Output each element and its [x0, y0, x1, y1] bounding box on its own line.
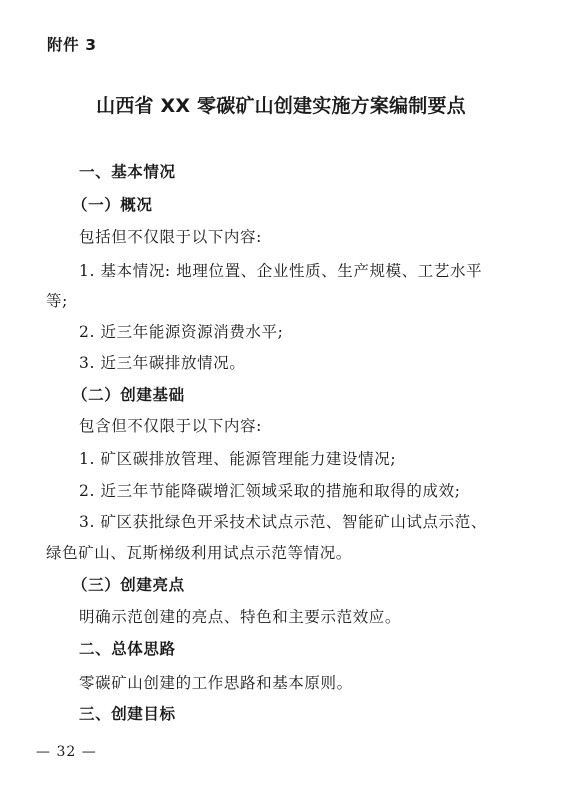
subsection-heading-overview: （一）概况 [72, 195, 153, 214]
subsection-heading-foundation: （二）创建基础 [72, 385, 185, 404]
list-item-3: 3. 近三年碳排放情况。 [79, 354, 246, 372]
paragraph-intro-1: 包括但不仅限于以下内容: [79, 228, 262, 246]
page-number: — 32 — [36, 744, 97, 760]
paragraph-intro-2: 包含但不仅限于以下内容: [79, 417, 262, 435]
list-item-2: 2. 近三年能源资源消费水平; [79, 323, 284, 341]
list-item-3-line1: 3. 矿区获批绿色开采技术试点示范、智能矿山试点示范、 [79, 513, 487, 531]
section-heading-2: 二、总体思路 [79, 640, 176, 658]
list-item-3-line2: 绿色矿山、瓦斯梯级利用试点示范等情况。 [46, 544, 352, 562]
list-item-2: 2. 近三年节能降碳增汇领域采取的措施和取得的成效; [79, 482, 461, 500]
subsection-heading-highlights: （三）创建亮点 [72, 575, 185, 594]
attachment-label: 附件 3 [47, 36, 97, 54]
section-heading-3: 三、创建目标 [79, 705, 176, 723]
paragraph-highlights: 明确示范创建的亮点、特色和主要示范效应。 [79, 608, 402, 626]
section-heading-1: 一、基本情况 [79, 163, 176, 181]
paragraph-approach: 零碳矿山创建的工作思路和基本原则。 [79, 674, 353, 692]
list-item-1: 1. 矿区碳排放管理、能源管理能力建设情况; [79, 450, 397, 468]
list-item-1-line1: 1. 基本情况: 地理位置、企业性质、生产规模、工艺水平 [79, 262, 483, 280]
list-item-1-line2: 等; [46, 292, 68, 310]
page-title: 山西省 XX 零碳矿山创建实施方案编制要点 [96, 95, 466, 117]
